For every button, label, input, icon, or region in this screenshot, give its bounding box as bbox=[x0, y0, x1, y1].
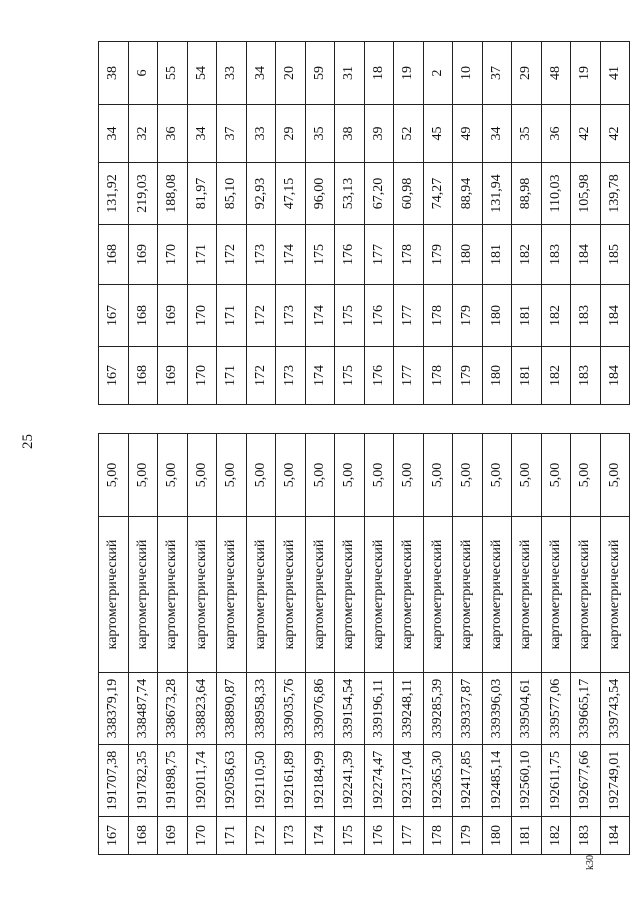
angle-minutes-cell: 19 bbox=[394, 42, 424, 105]
segment-index-cell: 176 bbox=[364, 347, 394, 405]
angle-minutes-cell: 6 bbox=[128, 42, 158, 105]
segment-length-cell: 67,20 bbox=[364, 163, 394, 225]
angle-degrees-cell: 49 bbox=[453, 105, 483, 163]
angle-minutes-cell: 41 bbox=[600, 42, 630, 105]
angle-degrees-cell: 34 bbox=[99, 105, 129, 163]
segment-from-cell: 179 bbox=[453, 285, 483, 347]
accuracy-cell: 5,00 bbox=[335, 434, 365, 517]
x-coordinate-cell: 191898,75 bbox=[158, 745, 188, 817]
segment-to-cell: 168 bbox=[99, 225, 129, 285]
segment-length-cell: 88,94 bbox=[453, 163, 483, 225]
x-coordinate-cell: 192485,14 bbox=[482, 745, 512, 817]
table-row bbox=[482, 42, 512, 405]
table-row bbox=[571, 42, 601, 405]
table-row bbox=[217, 434, 247, 855]
table-row bbox=[305, 42, 335, 405]
segment-from-cell: 167 bbox=[99, 285, 129, 347]
method-cell: картометрический bbox=[276, 517, 306, 673]
accuracy-cell: 5,00 bbox=[541, 434, 571, 517]
accuracy-cell: 5,00 bbox=[217, 434, 247, 517]
table-row bbox=[364, 434, 394, 855]
point-number-cell: 183 bbox=[571, 817, 601, 855]
segment-from-cell: 174 bbox=[305, 285, 335, 347]
segment-to-cell: 181 bbox=[482, 225, 512, 285]
angle-minutes-cell: 2 bbox=[423, 42, 453, 105]
method-cell: картометрический bbox=[364, 517, 394, 673]
x-coordinate-cell: 192110,50 bbox=[246, 745, 276, 817]
segment-from-cell: 175 bbox=[335, 285, 365, 347]
segment-index-cell: 182 bbox=[541, 347, 571, 405]
segment-from-cell: 176 bbox=[364, 285, 394, 347]
angle-degrees-cell: 38 bbox=[335, 105, 365, 163]
angle-degrees-cell: 29 bbox=[276, 105, 306, 163]
table-row bbox=[246, 42, 276, 405]
segment-index-cell: 180 bbox=[482, 347, 512, 405]
angle-degrees-cell: 42 bbox=[600, 105, 630, 163]
segment-index-cell: 167 bbox=[99, 347, 129, 405]
x-coordinate-cell: 192011,74 bbox=[187, 745, 217, 817]
x-coordinate-cell: 192184,99 bbox=[305, 745, 335, 817]
y-coordinate-cell: 338890,87 bbox=[217, 673, 247, 745]
angle-minutes-cell: 18 bbox=[364, 42, 394, 105]
y-coordinate-cell: 339248,11 bbox=[394, 673, 424, 745]
method-cell: картометрический bbox=[541, 517, 571, 673]
coordinates-table bbox=[98, 433, 630, 855]
point-number-cell: 179 bbox=[453, 817, 483, 855]
angle-minutes-cell: 10 bbox=[453, 42, 483, 105]
table-row bbox=[128, 434, 158, 855]
segment-to-cell: 173 bbox=[246, 225, 276, 285]
table-row bbox=[453, 434, 483, 855]
segment-from-cell: 169 bbox=[158, 285, 188, 347]
segment-index-cell: 184 bbox=[600, 347, 630, 405]
table-row bbox=[217, 42, 247, 405]
method-cell: картометрический bbox=[246, 517, 276, 673]
table-row bbox=[423, 42, 453, 405]
y-coordinate-cell: 338958,33 bbox=[246, 673, 276, 745]
segment-length-cell: 81,97 bbox=[187, 163, 217, 225]
angle-degrees-cell: 39 bbox=[364, 105, 394, 163]
x-coordinate-cell: 192365,30 bbox=[423, 745, 453, 817]
angle-minutes-cell: 31 bbox=[335, 42, 365, 105]
segment-length-cell: 219,03 bbox=[128, 163, 158, 225]
segment-index-cell: 170 bbox=[187, 347, 217, 405]
point-number-cell: 172 bbox=[246, 817, 276, 855]
angle-degrees-cell: 33 bbox=[246, 105, 276, 163]
x-coordinate-cell: 192677,66 bbox=[571, 745, 601, 817]
segment-index-cell: 175 bbox=[335, 347, 365, 405]
table-row bbox=[394, 434, 424, 855]
y-coordinate-cell: 339577,06 bbox=[541, 673, 571, 745]
table-row bbox=[128, 42, 158, 405]
segment-to-cell: 175 bbox=[305, 225, 335, 285]
table-row bbox=[571, 434, 601, 855]
segment-length-cell: 74,27 bbox=[423, 163, 453, 225]
method-cell: картометрический bbox=[482, 517, 512, 673]
accuracy-cell: 5,00 bbox=[482, 434, 512, 517]
point-number-cell: 184 bbox=[600, 817, 630, 855]
segment-to-cell: 169 bbox=[128, 225, 158, 285]
table-row bbox=[187, 434, 217, 855]
angle-degrees-cell: 45 bbox=[423, 105, 453, 163]
method-cell: картометрический bbox=[394, 517, 424, 673]
accuracy-cell: 5,00 bbox=[394, 434, 424, 517]
point-number-cell: 169 bbox=[158, 817, 188, 855]
segments-table-body bbox=[99, 42, 630, 405]
segment-from-cell: 182 bbox=[541, 285, 571, 347]
angle-degrees-cell: 34 bbox=[187, 105, 217, 163]
accuracy-cell: 5,00 bbox=[571, 434, 601, 517]
angle-minutes-cell: 20 bbox=[276, 42, 306, 105]
angle-minutes-cell: 54 bbox=[187, 42, 217, 105]
segment-length-cell: 105,98 bbox=[571, 163, 601, 225]
accuracy-cell: 5,00 bbox=[600, 434, 630, 517]
segment-to-cell: 174 bbox=[276, 225, 306, 285]
angle-minutes-cell: 55 bbox=[158, 42, 188, 105]
segment-from-cell: 181 bbox=[512, 285, 542, 347]
point-number-cell: 168 bbox=[128, 817, 158, 855]
method-cell: картометрический bbox=[600, 517, 630, 673]
rotated-table-sheet bbox=[98, 42, 622, 855]
x-coordinate-cell: 192241,39 bbox=[335, 745, 365, 817]
angle-minutes-cell: 38 bbox=[99, 42, 129, 105]
table-row bbox=[158, 42, 188, 405]
accuracy-cell: 5,00 bbox=[158, 434, 188, 517]
segment-index-cell: 168 bbox=[128, 347, 158, 405]
segment-length-cell: 139,78 bbox=[600, 163, 630, 225]
method-cell: картометрический bbox=[423, 517, 453, 673]
x-coordinate-cell: 192417,85 bbox=[453, 745, 483, 817]
point-number-cell: 170 bbox=[187, 817, 217, 855]
table-row bbox=[394, 42, 424, 405]
point-number-cell: 171 bbox=[217, 817, 247, 855]
angle-degrees-cell: 52 bbox=[394, 105, 424, 163]
method-cell: картометрический bbox=[99, 517, 129, 673]
table-row bbox=[246, 434, 276, 855]
segment-index-cell: 169 bbox=[158, 347, 188, 405]
angle-minutes-cell: 37 bbox=[482, 42, 512, 105]
segment-to-cell: 182 bbox=[512, 225, 542, 285]
y-coordinate-cell: 339396,03 bbox=[482, 673, 512, 745]
segment-index-cell: 178 bbox=[423, 347, 453, 405]
point-number-cell: 175 bbox=[335, 817, 365, 855]
accuracy-cell: 5,00 bbox=[364, 434, 394, 517]
segment-index-cell: 179 bbox=[453, 347, 483, 405]
table-row bbox=[305, 434, 335, 855]
y-coordinate-cell: 339076,86 bbox=[305, 673, 335, 745]
angle-degrees-cell: 35 bbox=[305, 105, 335, 163]
table-row bbox=[364, 42, 394, 405]
table-row bbox=[158, 434, 188, 855]
table-row bbox=[512, 434, 542, 855]
segment-length-cell: 131,92 bbox=[99, 163, 129, 225]
segment-to-cell: 179 bbox=[423, 225, 453, 285]
x-coordinate-cell: 192274,47 bbox=[364, 745, 394, 817]
method-cell: картометрический bbox=[305, 517, 335, 673]
segment-index-cell: 183 bbox=[571, 347, 601, 405]
segment-length-cell: 131,94 bbox=[482, 163, 512, 225]
segment-length-cell: 110,03 bbox=[541, 163, 571, 225]
segment-to-cell: 176 bbox=[335, 225, 365, 285]
segment-from-cell: 168 bbox=[128, 285, 158, 347]
segment-from-cell: 184 bbox=[600, 285, 630, 347]
table-row bbox=[482, 434, 512, 855]
method-cell: картометрический bbox=[128, 517, 158, 673]
segment-length-cell: 53,13 bbox=[335, 163, 365, 225]
table-row bbox=[276, 42, 306, 405]
point-number-cell: 180 bbox=[482, 817, 512, 855]
segment-index-cell: 172 bbox=[246, 347, 276, 405]
segment-to-cell: 185 bbox=[600, 225, 630, 285]
accuracy-cell: 5,00 bbox=[512, 434, 542, 517]
point-number-cell: 177 bbox=[394, 817, 424, 855]
y-coordinate-cell: 339743,54 bbox=[600, 673, 630, 745]
segment-from-cell: 183 bbox=[571, 285, 601, 347]
segment-to-cell: 177 bbox=[364, 225, 394, 285]
angle-degrees-cell: 36 bbox=[541, 105, 571, 163]
point-number-cell: 181 bbox=[512, 817, 542, 855]
point-number-cell: 173 bbox=[276, 817, 306, 855]
y-coordinate-cell: 339337,87 bbox=[453, 673, 483, 745]
segment-from-cell: 180 bbox=[482, 285, 512, 347]
table-row bbox=[541, 42, 571, 405]
segment-index-cell: 171 bbox=[217, 347, 247, 405]
y-coordinate-cell: 339035,76 bbox=[276, 673, 306, 745]
method-cell: картометрический bbox=[158, 517, 188, 673]
point-number-cell: 182 bbox=[541, 817, 571, 855]
angle-degrees-cell: 42 bbox=[571, 105, 601, 163]
table-row bbox=[99, 42, 129, 405]
table-row bbox=[541, 434, 571, 855]
segment-to-cell: 183 bbox=[541, 225, 571, 285]
y-coordinate-cell: 338823,64 bbox=[187, 673, 217, 745]
segment-to-cell: 180 bbox=[453, 225, 483, 285]
method-cell: картометрический bbox=[571, 517, 601, 673]
point-number-cell: 174 bbox=[305, 817, 335, 855]
table-row bbox=[600, 434, 630, 855]
y-coordinate-cell: 338673,28 bbox=[158, 673, 188, 745]
method-cell: картометрический bbox=[217, 517, 247, 673]
table-row bbox=[187, 42, 217, 405]
table-row bbox=[276, 434, 306, 855]
y-coordinate-cell: 339285,39 bbox=[423, 673, 453, 745]
x-coordinate-cell: 192161,89 bbox=[276, 745, 306, 817]
angle-degrees-cell: 32 bbox=[128, 105, 158, 163]
table-row bbox=[423, 434, 453, 855]
segments-table bbox=[98, 41, 630, 405]
segment-from-cell: 173 bbox=[276, 285, 306, 347]
x-coordinate-cell: 191782,35 bbox=[128, 745, 158, 817]
angle-minutes-cell: 59 bbox=[305, 42, 335, 105]
x-coordinate-cell: 191707,38 bbox=[99, 745, 129, 817]
segment-index-cell: 181 bbox=[512, 347, 542, 405]
accuracy-cell: 5,00 bbox=[246, 434, 276, 517]
angle-degrees-cell: 37 bbox=[217, 105, 247, 163]
x-coordinate-cell: 192611,75 bbox=[541, 745, 571, 817]
table-row bbox=[600, 42, 630, 405]
segment-to-cell: 170 bbox=[158, 225, 188, 285]
page-number: 25 bbox=[20, 434, 36, 449]
method-cell: картометрический bbox=[335, 517, 365, 673]
segment-to-cell: 178 bbox=[394, 225, 424, 285]
segment-from-cell: 177 bbox=[394, 285, 424, 347]
point-number-cell: 167 bbox=[99, 817, 129, 855]
method-cell: картометрический bbox=[512, 517, 542, 673]
method-cell: картометрический bbox=[187, 517, 217, 673]
segment-length-cell: 88,98 bbox=[512, 163, 542, 225]
coordinates-table-body bbox=[99, 434, 630, 855]
accuracy-cell: 5,00 bbox=[423, 434, 453, 517]
accuracy-cell: 5,00 bbox=[128, 434, 158, 517]
angle-minutes-cell: 33 bbox=[217, 42, 247, 105]
y-coordinate-cell: 339665,17 bbox=[571, 673, 601, 745]
x-coordinate-cell: 192058,63 bbox=[217, 745, 247, 817]
point-number-cell: 178 bbox=[423, 817, 453, 855]
segment-to-cell: 171 bbox=[187, 225, 217, 285]
segment-length-cell: 96,00 bbox=[305, 163, 335, 225]
segment-from-cell: 178 bbox=[423, 285, 453, 347]
segment-from-cell: 171 bbox=[217, 285, 247, 347]
accuracy-cell: 5,00 bbox=[187, 434, 217, 517]
x-coordinate-cell: 192317,04 bbox=[394, 745, 424, 817]
accuracy-cell: 5,00 bbox=[453, 434, 483, 517]
angle-minutes-cell: 48 bbox=[541, 42, 571, 105]
angle-minutes-cell: 19 bbox=[571, 42, 601, 105]
table-row bbox=[335, 434, 365, 855]
accuracy-cell: 5,00 bbox=[99, 434, 129, 517]
table-row bbox=[512, 42, 542, 405]
segment-length-cell: 60,98 bbox=[394, 163, 424, 225]
y-coordinate-cell: 339196,11 bbox=[364, 673, 394, 745]
table-row bbox=[453, 42, 483, 405]
segment-index-cell: 173 bbox=[276, 347, 306, 405]
y-coordinate-cell: 339504,61 bbox=[512, 673, 542, 745]
y-coordinate-cell: 338379,19 bbox=[99, 673, 129, 745]
accuracy-cell: 5,00 bbox=[276, 434, 306, 517]
accuracy-cell: 5,00 bbox=[305, 434, 335, 517]
segment-from-cell: 170 bbox=[187, 285, 217, 347]
x-coordinate-cell: 192560,10 bbox=[512, 745, 542, 817]
segment-length-cell: 92,93 bbox=[246, 163, 276, 225]
segment-to-cell: 172 bbox=[217, 225, 247, 285]
angle-minutes-cell: 29 bbox=[512, 42, 542, 105]
y-coordinate-cell: 338487,74 bbox=[128, 673, 158, 745]
segment-length-cell: 85,10 bbox=[217, 163, 247, 225]
point-number-cell: 176 bbox=[364, 817, 394, 855]
angle-degrees-cell: 34 bbox=[482, 105, 512, 163]
segment-to-cell: 184 bbox=[571, 225, 601, 285]
segment-index-cell: 174 bbox=[305, 347, 335, 405]
segment-from-cell: 172 bbox=[246, 285, 276, 347]
table-row bbox=[99, 434, 129, 855]
table-row bbox=[335, 42, 365, 405]
y-coordinate-cell: 339154,54 bbox=[335, 673, 365, 745]
segment-index-cell: 177 bbox=[394, 347, 424, 405]
segment-length-cell: 188,08 bbox=[158, 163, 188, 225]
x-coordinate-cell: 192749,01 bbox=[600, 745, 630, 817]
angle-degrees-cell: 35 bbox=[512, 105, 542, 163]
angle-minutes-cell: 34 bbox=[246, 42, 276, 105]
segment-length-cell: 47,15 bbox=[276, 163, 306, 225]
method-cell: картометрический bbox=[453, 517, 483, 673]
angle-degrees-cell: 36 bbox=[158, 105, 188, 163]
